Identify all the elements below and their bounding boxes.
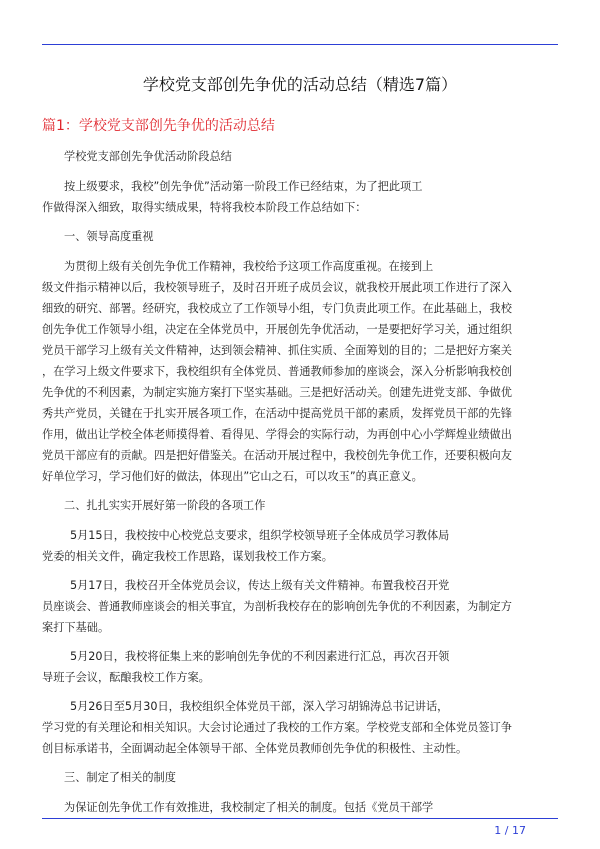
text-line: 导班子会议，酝酿我校工作方案。: [42, 671, 210, 684]
paragraph-heading: [42, 146, 558, 167]
text-line: 5月26日至5月30日，我校组织全体党员干部，深入学习胡锦涛总书记讲话，: [70, 700, 449, 713]
text-line: 创目标承诺书，全面调动起全体领导干部、全体党员教师创先争优的积极性、主动性。: [42, 742, 468, 755]
text-line: 一、领导高度重视: [64, 230, 154, 243]
text-line: 党员干部应有的贡献。四是把好借鉴关。在活动开展过程中，我校创先争优工作，还要积极向友: [42, 449, 512, 462]
paragraph: [42, 176, 558, 218]
text-line: 按上级要求，我校”创先争优”活动第一阶段工作已经结束，为了把此项工: [64, 180, 423, 193]
text-line: 作做得深入细致，取得实绩成果，特将我校本阶段工作总结如下：: [42, 201, 367, 214]
text-line: 三、制定了相关的制度: [64, 771, 176, 784]
paragraph: [42, 646, 558, 688]
text-line: 为保证创先争优工作有效推进，我校制定了相关的制度。包括《党员干部学: [64, 801, 434, 814]
text-line: 5月20日，我校将征集上来的影响创先争优的不利因素进行汇总，再次召开领: [70, 650, 450, 663]
text-line: 案打下基础。: [42, 621, 110, 634]
text-line: 为贯彻上级有关创先争优工作精神，我校给予这项工作高度重视。在接到上: [64, 260, 434, 273]
text-line: 级文件指示精神以后，我校领导班子，及时召开班子成员会议，就我校开展此项工作进行了深入: [42, 281, 512, 294]
text-line: 二、扎扎实实开展好第一阶段的各项工作: [64, 499, 266, 512]
text-line: 党员干部学习上级有关文件精神，达到领会精神、抓住实质、全面筹划的目的；二是把好方案关: [42, 344, 512, 357]
text-line: 党委的相关文件，确定我校工作思路，谋划我校工作方案。: [42, 550, 333, 563]
paragraph-heading: [42, 226, 558, 247]
header-rule: [42, 44, 558, 45]
text-line: 秀共产党员，关键在于扎实开展各项工作，在活动中提高党员干部的素质，发挥党员干部的先锋: [42, 407, 512, 420]
document-title: 学校党支部创先争优的活动总结（精选7篇）: [142, 75, 458, 94]
text-line: 员座谈会、普通教师座谈会的相关事宜，为剖析我校存在的影响创先争优的不利因素，为制定方: [42, 600, 512, 613]
text-line: 好单位学习，学习他们好的做法，体现出”它山之石，可以攻玉”的真正意义。: [42, 470, 423, 483]
footer-rule: [42, 818, 558, 819]
text-line: 作用，做出让学校全体老师摸得着、看得见、学得会的实际行动，为再创中心小学辉煌业绩做出: [42, 428, 512, 441]
paragraph: [42, 575, 558, 638]
paragraph-heading: [42, 797, 558, 818]
document-body: [42, 146, 558, 827]
text-line: 5月17日，我校召开全体党员会议，传达上级有关文件精神。布置我校召开党: [70, 579, 450, 592]
text-line: 5月15日，我校按中心校党总支要求，组织学校领导班子全体成员学习教体局: [70, 529, 450, 542]
text-line: 细致的研究、部署。经研究，我校成立了工作领导小组，专门负责此项工作。在此基础上，我校: [42, 302, 512, 315]
text-line: 创先争优工作领导小组，决定在全体党员中，开展创先争优活动，一是要把好学习关，通过组织: [42, 323, 512, 336]
text-line: ，在学习上级文件要求下，我校组织有全体党员、普通教师参加的座谈会，深入分析影响我校创: [42, 365, 512, 378]
paragraph-heading: [42, 767, 558, 788]
paragraph-heading: [42, 495, 558, 516]
paragraph: [42, 696, 558, 759]
page-number: 1 / 17: [494, 824, 526, 837]
paragraph: [42, 525, 558, 567]
text-line: 学校党支部创先争优活动阶段总结: [64, 150, 232, 163]
text-line: 学习党的有关理论和相关知识。大会讨论通过了我校的工作方案。学校党支部和全体党员签订争: [42, 721, 512, 734]
paragraph: [42, 256, 558, 487]
text-line: 先争优的不利因素，为制定实施方案打下坚实基础。三是把好活动关。创建先进党支部、争做优: [42, 386, 512, 399]
section-heading: 篇1：学校党支部创先争优的活动总结: [42, 118, 275, 134]
